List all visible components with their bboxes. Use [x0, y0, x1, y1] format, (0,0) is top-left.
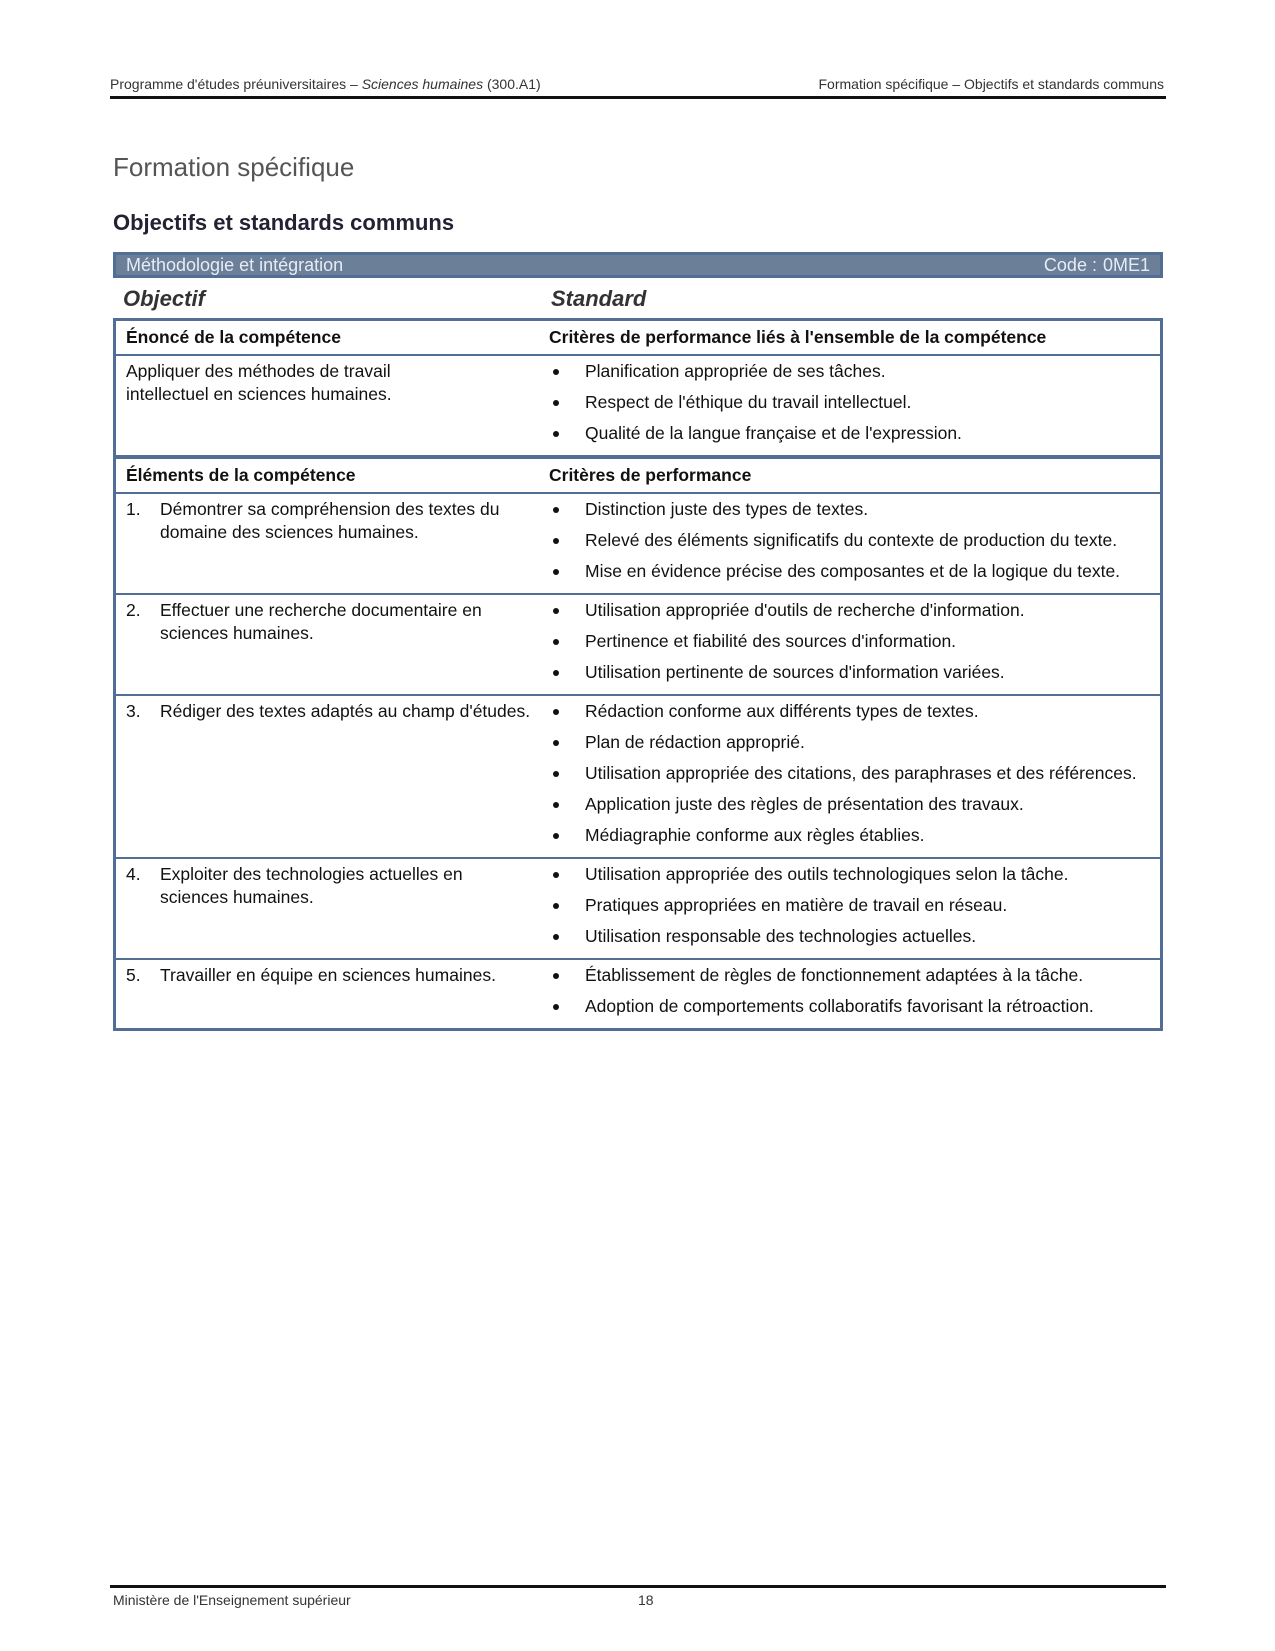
competency-name: Méthodologie et intégration — [126, 254, 344, 275]
element-text: Travailler en équipe en sciences humaines. — [160, 965, 496, 985]
element-text: Exploiter des technologies actuelles en sciences humaines. — [160, 864, 463, 907]
element-text: Démontrer sa compréhension des textes du domaine des sciences humaines. — [160, 499, 500, 542]
page-number: 18 — [638, 1592, 654, 1608]
page-footer — [113, 1592, 654, 1608]
footer-rule — [110, 1585, 1166, 1588]
element-cell — [115, 493, 540, 594]
element-row — [115, 695, 1162, 858]
header-rule — [110, 96, 1166, 99]
element-criteria-cell — [539, 858, 1162, 959]
element-text: Effectuer une recherche documentaire en sciences humaines. — [160, 600, 482, 643]
element-number: 2. — [126, 600, 141, 620]
objective-label: Objectif — [123, 286, 205, 311]
standard-label: Standard — [551, 286, 647, 311]
element-text: Rédiger des textes adaptés au champ d'études. — [160, 701, 531, 721]
section-title: Formation spécifique — [113, 152, 355, 182]
element-row — [115, 858, 1162, 959]
element-cell — [115, 858, 540, 959]
criterion-item: Adoption de comportements collaboratifs favorisant la rétroaction. — [549, 995, 1152, 1018]
program-name: Sciences humaines — [361, 76, 484, 92]
criteria-list — [549, 498, 1152, 583]
element-row — [115, 493, 1162, 594]
criterion-item: Établissement de règles de fonctionnement adaptées à la tâche. — [549, 964, 1152, 987]
section-subtitle: Objectifs et standards communs — [113, 210, 455, 235]
statement-criteria-cell — [539, 355, 1162, 457]
column-labels — [123, 286, 1163, 314]
element-cell — [115, 959, 540, 1030]
criterion-item: Mise en évidence précise des composantes et de la logique du texte. — [549, 560, 1152, 583]
element-row — [115, 959, 1162, 1030]
criteria-list — [549, 964, 1152, 1018]
running-header-right: Formation spécifique – Objectifs et standards communs — [818, 76, 1164, 92]
criteria-list — [549, 599, 1152, 684]
element-criteria-cell — [539, 959, 1162, 1030]
element-cell — [115, 695, 540, 858]
code-value: 0ME1 — [1102, 254, 1150, 275]
ministry-name: Ministère de l'Enseignement supérieur — [113, 1592, 351, 1608]
statement-cell — [115, 355, 540, 457]
elements-criteria-header: Critères de performance — [539, 458, 1162, 494]
competency-bar — [113, 252, 1163, 278]
criteria-list — [549, 863, 1152, 948]
competency-statement: Appliquer des méthodes de travail intellectuel en sciences humaines. — [126, 361, 392, 404]
criterion-item: Application juste des règles de présentation des travaux. — [549, 793, 1152, 816]
element-number: 4. — [126, 864, 141, 884]
statement-table — [113, 318, 1163, 458]
criterion-item: Relevé des éléments significatifs du contexte de production du texte. — [549, 529, 1152, 552]
competency-code — [1044, 255, 1150, 276]
criterion-item: Utilisation appropriée des citations, des paraphrases et des références. — [549, 762, 1152, 785]
criterion-item: Qualité de la langue française et de l'expression. — [549, 422, 1152, 445]
criterion-item: Utilisation responsable des technologies actuelles. — [549, 925, 1152, 948]
criterion-item: Utilisation pertinente de sources d'information variées. — [549, 661, 1152, 684]
criterion-item: Distinction juste des types de textes. — [549, 498, 1152, 521]
element-number: 3. — [126, 701, 141, 721]
statement-table-header — [115, 320, 1162, 356]
criterion-item: Respect de l'éthique du travail intellectuel. — [549, 391, 1152, 414]
element-number: 5. — [126, 965, 141, 985]
element-row — [115, 594, 1162, 695]
criterion-item: Plan de rédaction approprié. — [549, 731, 1152, 754]
criterion-item: Médiagraphie conforme aux règles établies. — [549, 824, 1152, 847]
criteria-list — [549, 360, 1152, 445]
elements-table — [113, 456, 1163, 1031]
running-header-left: Programme d'études préuniversitaires – Sciences humaines (300.A1) — [110, 76, 541, 92]
element-number: 1. — [126, 499, 141, 519]
criterion-item: Utilisation appropriée d'outils de recherche d'information. — [549, 599, 1152, 622]
statement-header: Énoncé de la compétence — [115, 320, 540, 356]
criterion-item: Planification appropriée de ses tâches. — [549, 360, 1152, 383]
element-criteria-cell — [539, 493, 1162, 594]
elements-header: Éléments de la compétence — [115, 458, 540, 494]
running-header — [110, 76, 1164, 92]
element-cell — [115, 594, 540, 695]
elements-table-header — [115, 458, 1162, 494]
statement-criteria-header: Critères de performance liés à l'ensemble de la compétence — [539, 320, 1162, 356]
criterion-item: Utilisation appropriée des outils technologiques selon la tâche. — [549, 863, 1152, 886]
criterion-item: Pertinence et fiabilité des sources d'information. — [549, 630, 1152, 653]
code-label: Code : — [1043, 254, 1097, 275]
element-criteria-cell — [539, 695, 1162, 858]
criteria-list — [549, 700, 1152, 847]
criterion-item: Pratiques appropriées en matière de travail en réseau. — [549, 894, 1152, 917]
statement-row — [115, 355, 1162, 457]
element-criteria-cell — [539, 594, 1162, 695]
criterion-item: Rédaction conforme aux différents types de textes. — [549, 700, 1152, 723]
